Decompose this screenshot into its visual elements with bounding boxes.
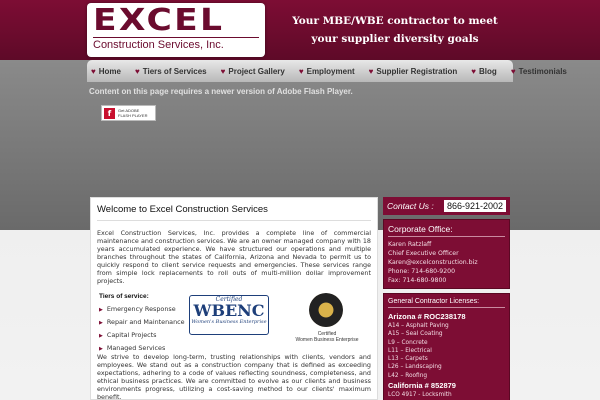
tier-label: Managed Services	[106, 344, 166, 352]
nav-item-supplier-registration[interactable]	[369, 67, 458, 76]
license-item: L11 – Electrical	[388, 347, 432, 354]
tier-label: Emergency Response	[106, 305, 176, 313]
flash-button-line-1: Get ADOBE	[118, 108, 140, 113]
corporate-office-title: Corporate Office:	[388, 224, 505, 237]
nav-item-testimonials[interactable]	[511, 67, 567, 76]
heart-icon: ♥	[220, 66, 226, 76]
nav-item-label: Tiers of Services	[142, 66, 207, 76]
license-item: LCO 4917 - Locksmith	[388, 392, 452, 399]
heart-icon: ♥	[368, 66, 374, 76]
list-item	[99, 342, 371, 355]
nav-item-gallery[interactable]	[221, 67, 285, 76]
tier-label: Repair and Maintenance	[106, 318, 185, 326]
arizona-license: Arizona # ROC238178	[388, 312, 466, 321]
nav-item-label: Blog	[479, 66, 497, 76]
closing-paragraph: We strive to develop long-term, trusting relationships with clients, vendors and employees. We stand out as a construction company that is defined as exceeding expectations, adhering to a code of values reflecting soundness, completeness, and ethical business practices. We are committed to evolve as our clients and business environments progress, utilizing a cost-saving method to our clients' maximum benefit.	[97, 353, 371, 400]
heart-icon: ♥	[91, 66, 96, 76]
flash-icon: f	[104, 108, 115, 119]
nav-item-blog[interactable]	[471, 67, 497, 76]
nav-item-tiers[interactable]	[135, 67, 207, 76]
seal-caption-line-1: Certified	[317, 331, 337, 337]
heart-icon: ♥	[298, 66, 304, 76]
corporate-role: Chief Executive Officer	[388, 250, 459, 257]
corporate-fax: Fax: 714-680-9800	[388, 277, 447, 284]
tiers-section	[97, 293, 371, 353]
intro-paragraph: Excel Construction Services, Inc. provides a complete line of commercial maintenance and construction services. We are an owner managed company with 18 years accumulated experience. We have structured our operations and multiple branches throughout the states of California, Arizona and Nevada to permit us to quickly respond to client service requests and emergencies. These services range from simple lock replacements to roll outs of multi-million dollar improvement projects.	[97, 229, 371, 285]
get-flash-player-button[interactable]	[101, 105, 156, 121]
licenses-title: General Contractor Licenses:	[388, 298, 505, 308]
licenses-box	[383, 293, 510, 400]
nav-item-label: Supplier Registration	[376, 66, 458, 76]
contact-phone[interactable]: 866-921-2002	[444, 200, 506, 212]
bullet-icon: ▶	[99, 346, 103, 352]
wbenc-name: WBENC	[193, 301, 265, 320]
corporate-name: Karen Ratzlaff	[388, 241, 432, 248]
nav-item-label: Employment	[306, 66, 355, 76]
wbenc-certified-text: Certified	[215, 296, 243, 303]
heart-icon: ♥	[510, 66, 516, 76]
bullet-icon: ▶	[99, 307, 103, 313]
logo-title: EXCEL	[93, 3, 225, 38]
logo-subtitle: Construction Services, Inc.	[93, 37, 259, 51]
flash-button-text	[118, 108, 148, 118]
contact-bar	[383, 197, 510, 215]
license-item: L13 – Carpets	[388, 356, 428, 363]
main-nav	[87, 60, 567, 82]
license-item: A15 – Seal Coating	[388, 331, 443, 338]
main-content	[90, 197, 378, 400]
corporate-phone: Phone: 714-680-9200	[388, 268, 456, 275]
tagline-line-1: Your MBE/WBE contractor to meet	[292, 15, 498, 27]
wbenc-subtitle: Women's Business Enterprise	[191, 319, 267, 325]
tier-label: Capital Projects	[106, 331, 157, 339]
heart-icon: ♥	[471, 66, 477, 76]
seal-caption	[287, 331, 367, 343]
wbenc-logo	[189, 295, 269, 335]
nav-item-employment[interactable]	[299, 67, 355, 76]
license-item: L26 – Landscaping	[388, 364, 442, 371]
license-item: A14 – Asphalt Paving	[388, 323, 449, 329]
license-item: L42 – Roofing	[388, 372, 428, 379]
corporate-office-box	[383, 219, 510, 289]
flash-placeholder	[87, 82, 513, 192]
tagline-line-2: your supplier diversity goals	[311, 33, 479, 45]
nav-item-label: Project Gallery	[228, 66, 285, 76]
tiers-label: Tiers of service:	[99, 293, 149, 300]
flash-message: Content on this page requires a newer version of Adobe Flash Player.	[89, 87, 353, 96]
bullet-icon: ▶	[99, 320, 103, 326]
heart-icon: ♥	[134, 66, 140, 76]
nav-item-label: Home	[98, 66, 121, 76]
license-item: L9 – Concrete	[388, 339, 428, 346]
certification-seal-icon	[309, 293, 343, 327]
seal-caption-line-2: Women Business Enterprise	[295, 337, 359, 343]
sidebar	[383, 197, 510, 400]
flash-button-line-2: FLASH PLAYER	[118, 113, 148, 118]
page-title: Welcome to Excel Construction Services	[97, 204, 371, 221]
nav-item-home[interactable]	[91, 67, 121, 76]
corporate-email-link[interactable]: Karen@excelconstruction.biz	[388, 259, 478, 266]
tagline	[290, 12, 500, 48]
contact-label: Contact Us :	[387, 201, 434, 211]
nav-item-label: Testimonials	[518, 66, 567, 76]
bullet-icon: ▶	[99, 333, 103, 339]
company-logo[interactable]	[87, 3, 265, 57]
california-license: California # 852879	[388, 381, 456, 391]
